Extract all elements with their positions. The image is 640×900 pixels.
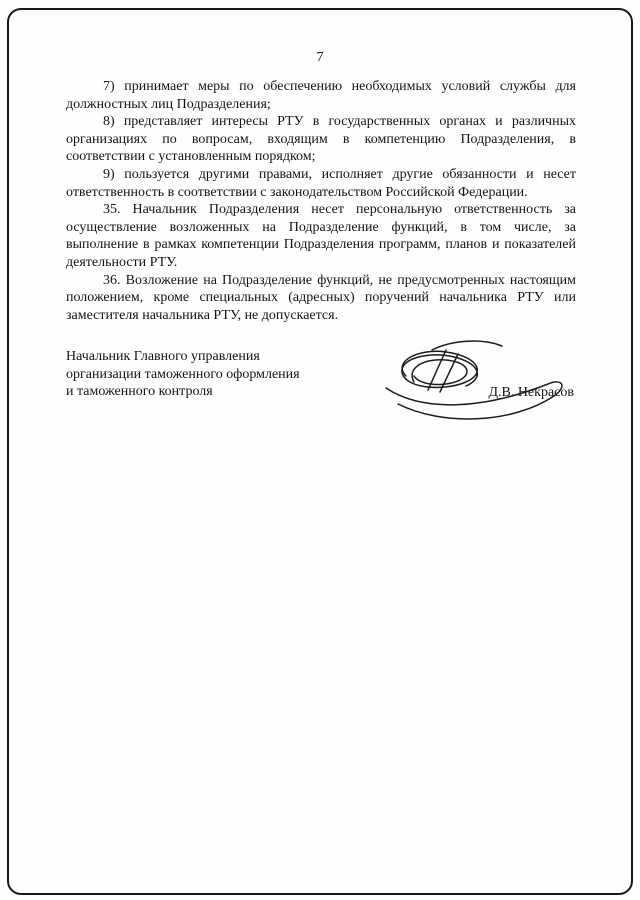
paragraph-36: 36. Возложение на Подразделение функций, не предусмотренных настоящим положением, кроме специальных (адресных) поручений начальника РТУ или заместителя начальника РТУ, не допускается. — [66, 272, 576, 323]
signatory-title-line-2: организации таможенного оформления — [66, 366, 300, 382]
paragraph-8: 8) представляет интересы РТУ в государственных органах и различных организациях по вопросам, входящим в компетенцию Подразделения, в соответствии с установленным порядком; — [66, 114, 576, 165]
paragraph-35: 35. Начальник Подразделения несет персональную ответственность за осуществление возложенных на Подразделение функций, в том числе, за выполнение в рамках компетенции Подразделения программ, планов и показателей деятельности РТУ. — [66, 202, 576, 270]
page-number: 7 — [316, 50, 324, 65]
paragraph-7: 7) принимает меры по обеспечению необходимых условий службы для должностных лиц Подразделения; — [66, 79, 576, 112]
signatory-title-line-1: Начальник Главного управления — [66, 349, 260, 364]
signatory-name: Д.В. Некрасов — [488, 385, 574, 400]
signatory-title-line-3: и таможенного контроля — [66, 384, 213, 400]
paragraph-9: 9) пользуется другими правами, исполняет другие обязанности и несет ответственность в соответствии с законодательством Российской Федерации. — [66, 166, 576, 200]
signature-block — [66, 348, 576, 438]
document-body — [66, 78, 576, 324]
